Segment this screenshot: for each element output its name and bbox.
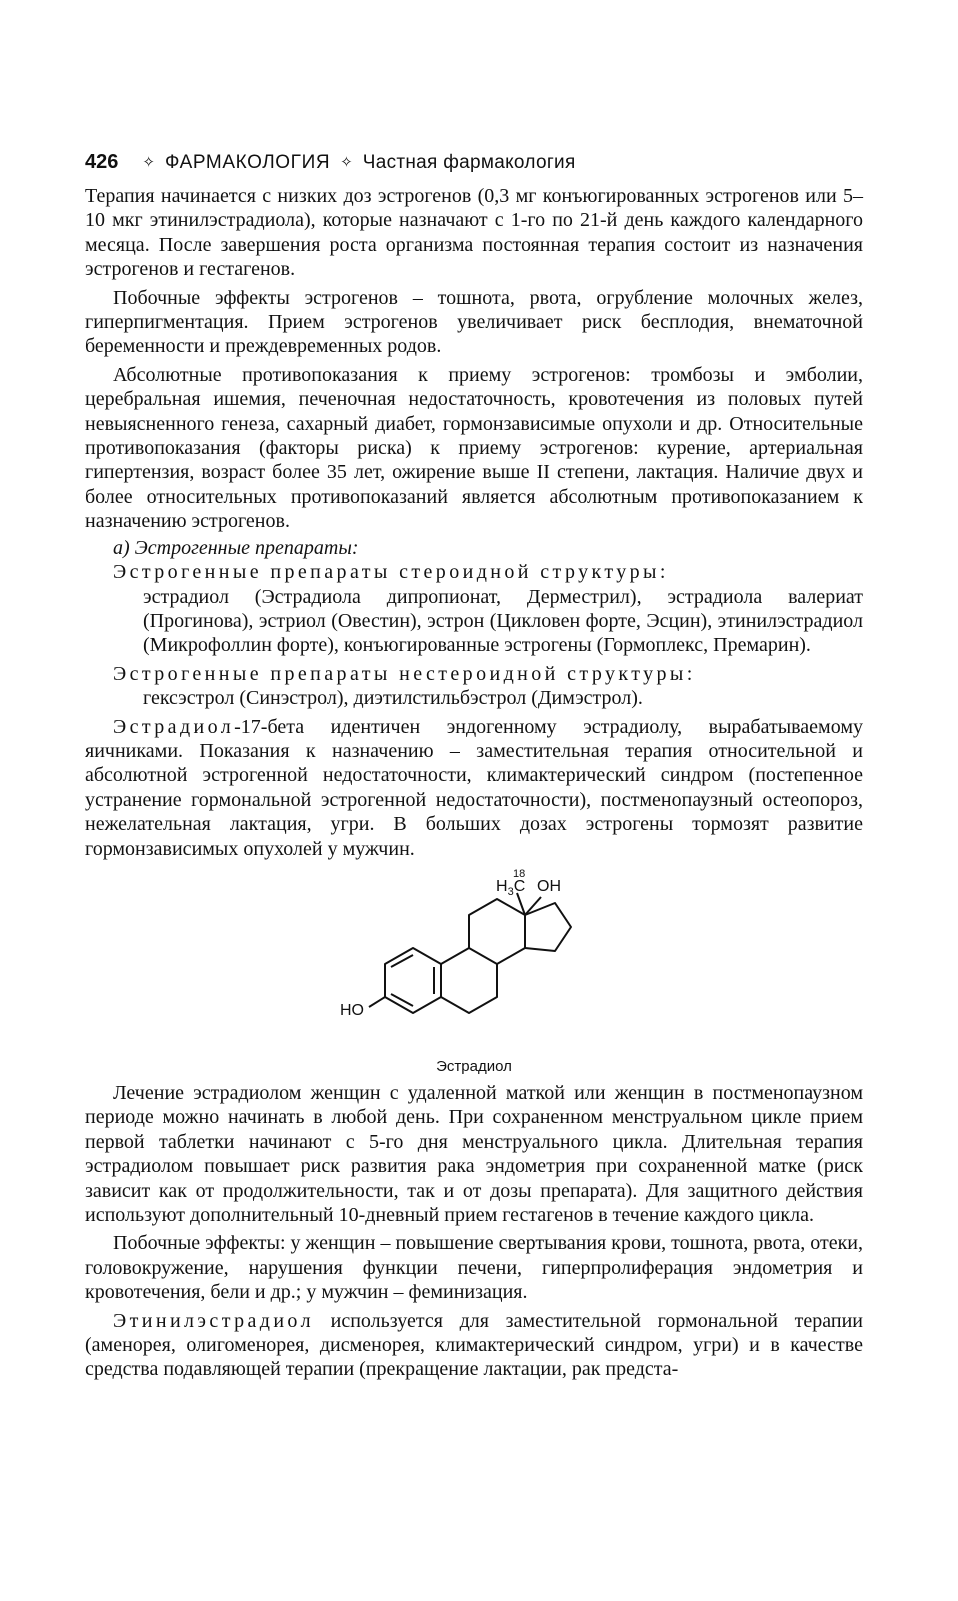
estradiol-structure-icon [85,869,863,1059]
paragraph-treatment: Лечение эстрадиолом женщин с удаленной маткой или женщин в постменопаузном периоде можно начинать в любой день. При сохраненном менструальном цикле прием первой таблетки начинают с 5-го дня менструального цикла. Длительная терапия эстрадиолом повышает риск развития рака эндометрия при сохраненной матке (риск зависит как от продолжительности, так и от дозы препарата). Для защитного действия используют дополнительный 10-дневный прием гестагенов в течение каждого цикла. [85,1081,863,1226]
paragraph-therapy: Терапия начинается с низких доз эстрогенов (0,3 мг конъюгированных эстрогенов или 5–10 мкг этинилэстрадиола), которые назначают с 1-го по 21-й день каждого календарного месяца. После завершения роста организма постоянная терапия состоит из назначения эстрогенов и гестагенов. [85,185,863,281]
diamond-separator-icon: ✧ [340,154,353,171]
nonsteroid-drug-list: гексэстрол (Синэстрол), диэтилстильбэстрол (Димэстрол). [143,687,643,710]
paragraph-ethinylestradiol-text: используется для заместительной гормональной терапии (аменорея, олигоменорея, дисменорея, климактерический синдром, угри) и в качестве средства подавляющей терапии (прекращение лактации, рак предста- [85,1309,863,1381]
paragraph-ethinylestradiol [85,1309,863,1382]
hydroxyl-ho-label: HO [340,1001,364,1019]
subsection-title: Частная фармакология [362,152,576,173]
running-header [85,148,863,178]
term-ethinylestradiol: Этинилэстрадиол [113,1309,314,1332]
subheading-estrogen-drugs: а) Эстрогенные препараты: [113,536,359,559]
nonsteroid-group-title: Эстрогенные препараты нестероидной структуры: [113,662,696,685]
diamond-separator-icon: ✧ [142,154,155,171]
carbon-18-label: 18 [513,868,526,880]
paragraph-contraindications: Абсолютные противопоказания к приему эстрогенов: тромбозы и эмболии, церебральная ишемия, печеночная недостаточность, кровотечения из половых путей невыясненного генеза, сахарный диабет, гормонзависимые опухоли и др. Относительные противопоказания (факторы риска) к приему эстрогенов: курение, артериальная гипертензия, возраст более 35 лет, ожирение выше II степени, лактация. Наличие двух и более относительных противопоказаний является абсолютным противопоказанием к назначению эстрогенов. [85,363,863,533]
methyl-label: $H_3C$ [496,877,526,898]
book-page [85,148,863,1382]
paragraph-side-effects: Побочные эффекты эстрогенов – тошнота, рвота, огрубление молочных желез, гиперпигментация. Прием эстрогенов увеличивает риск бесплодия, внематочной беременности и преждевременных родов. [85,286,863,358]
paragraph-estradiol [85,715,863,861]
steroid-drug-list: эстрадиол (Эстрадиола дипропионат, Дерместрил), эстрадиола валериат (Прогинова), эстриол (Овестин), эстрон (Цикловен форте, Эсцин), этинилэстрадиол (Микрофоллин форте), конъюгированные эстрогены (Гормоплекс, Премарин). [143,585,863,657]
section-title: ФАРМАКОЛОГИЯ [164,152,331,173]
term-estradiol: Эстрадиол [113,715,235,738]
page-number: 426 [85,151,119,173]
paragraph-estradiol-text: -17-бета идентичен эндогенному эстрадиолу, вырабатываемому яичниками. Показания к назначению – заместительная терапия относительной и абсолютной эстрогенной недостаточности, климактерический синдром (постепенное устранение гормональной эстрогенной недостаточности), постменопаузный остеопороз, нежелательная лактация, угри. В больших дозах эстрогены тормозят развитие гормонзависимых опухолей у мужчин. [85,715,863,860]
hydroxyl-top-label: OH [537,877,561,895]
steroid-group-title: Эстрогенные препараты стероидной структуры: [113,561,669,584]
estradiol-structure-figure [85,869,863,1081]
paragraph-side-effects-2: Побочные эффекты: у женщин – повышение свертывания крови, тошнота, рвота, отеки, головокружение, нарушения функции печени, гиперпролиферация эндометрия и кровотечения, бели и др.; у мужчин – феминизация. [85,1232,863,1304]
figure-caption: Эстрадиол [436,1057,512,1075]
